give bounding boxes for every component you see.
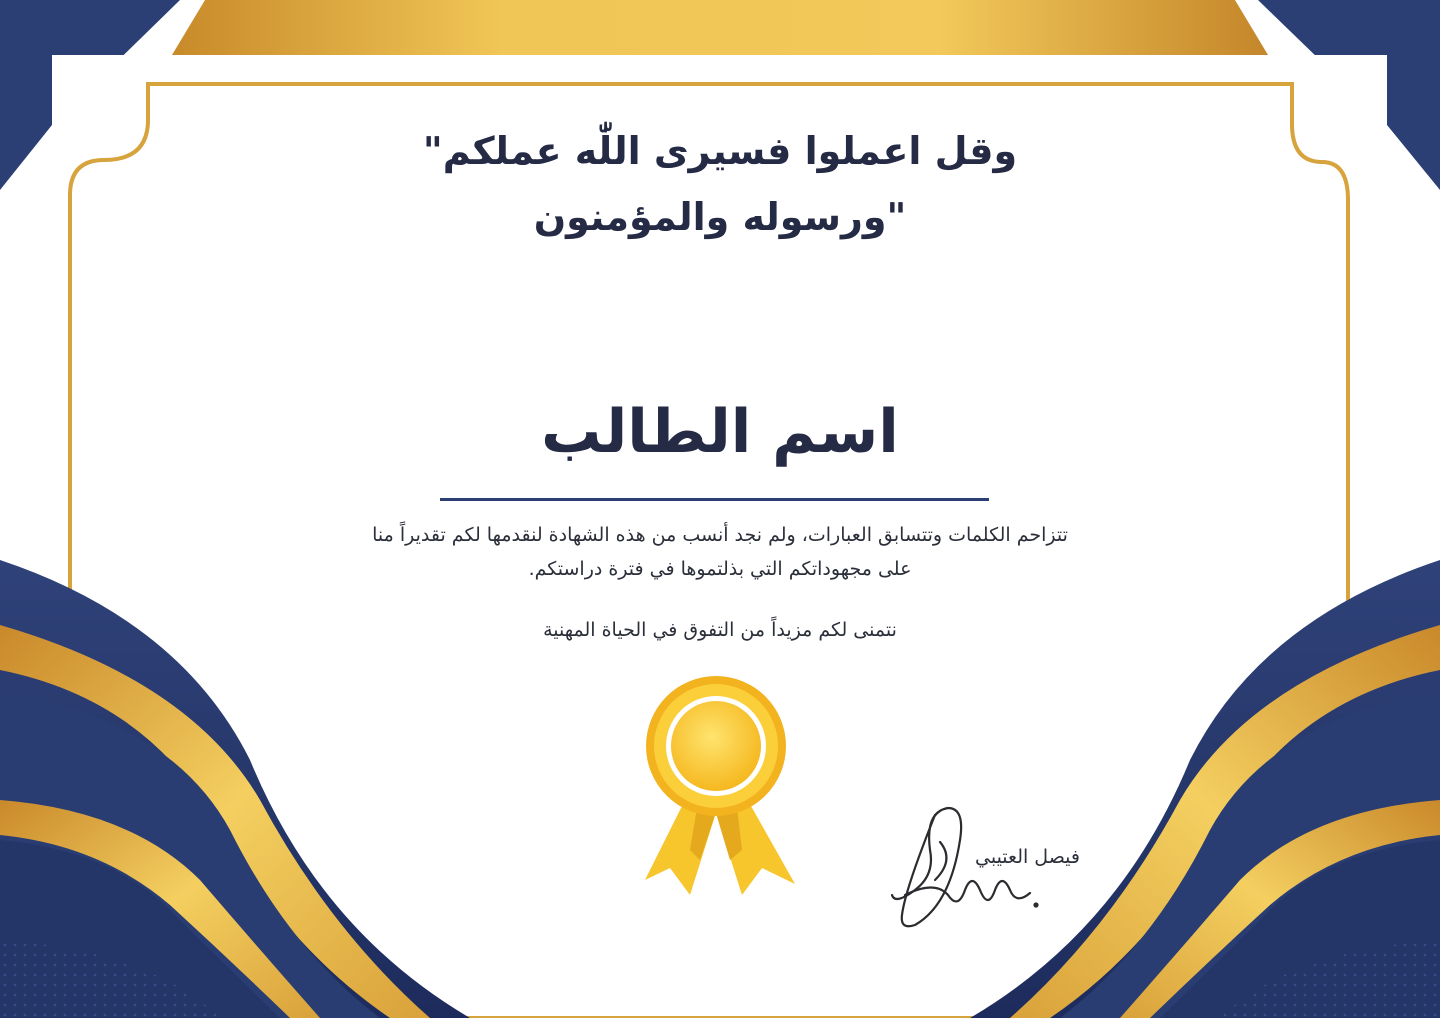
body-line-2: على مجهوداتكم التي بذلتموها في فترة دراستكم.: [528, 558, 912, 580]
verse-line-2: "ورسوله والمؤمنون: [533, 195, 907, 239]
certificate-body: [0, 518, 1440, 586]
name-underline: [440, 498, 989, 501]
top-gold-band: [172, 0, 1268, 55]
student-name: اسم الطالب: [541, 397, 899, 467]
signer-name: فيصل العتيبي: [975, 846, 1080, 868]
body-line-1: تتزاحم الكلمات وتتسابق العبارات، ولم نجد أنسب من هذه الشهادة لنقدمها لكم تقديراً منا: [372, 524, 1068, 546]
wish-text: نتمنى لكم مزيداً من التفوق في الحياة المهنية: [543, 619, 897, 641]
verse-line-1: وقل اعملوا فسيرى اللّٰه عملكم": [422, 129, 1018, 173]
verse-quote: [0, 118, 1440, 250]
